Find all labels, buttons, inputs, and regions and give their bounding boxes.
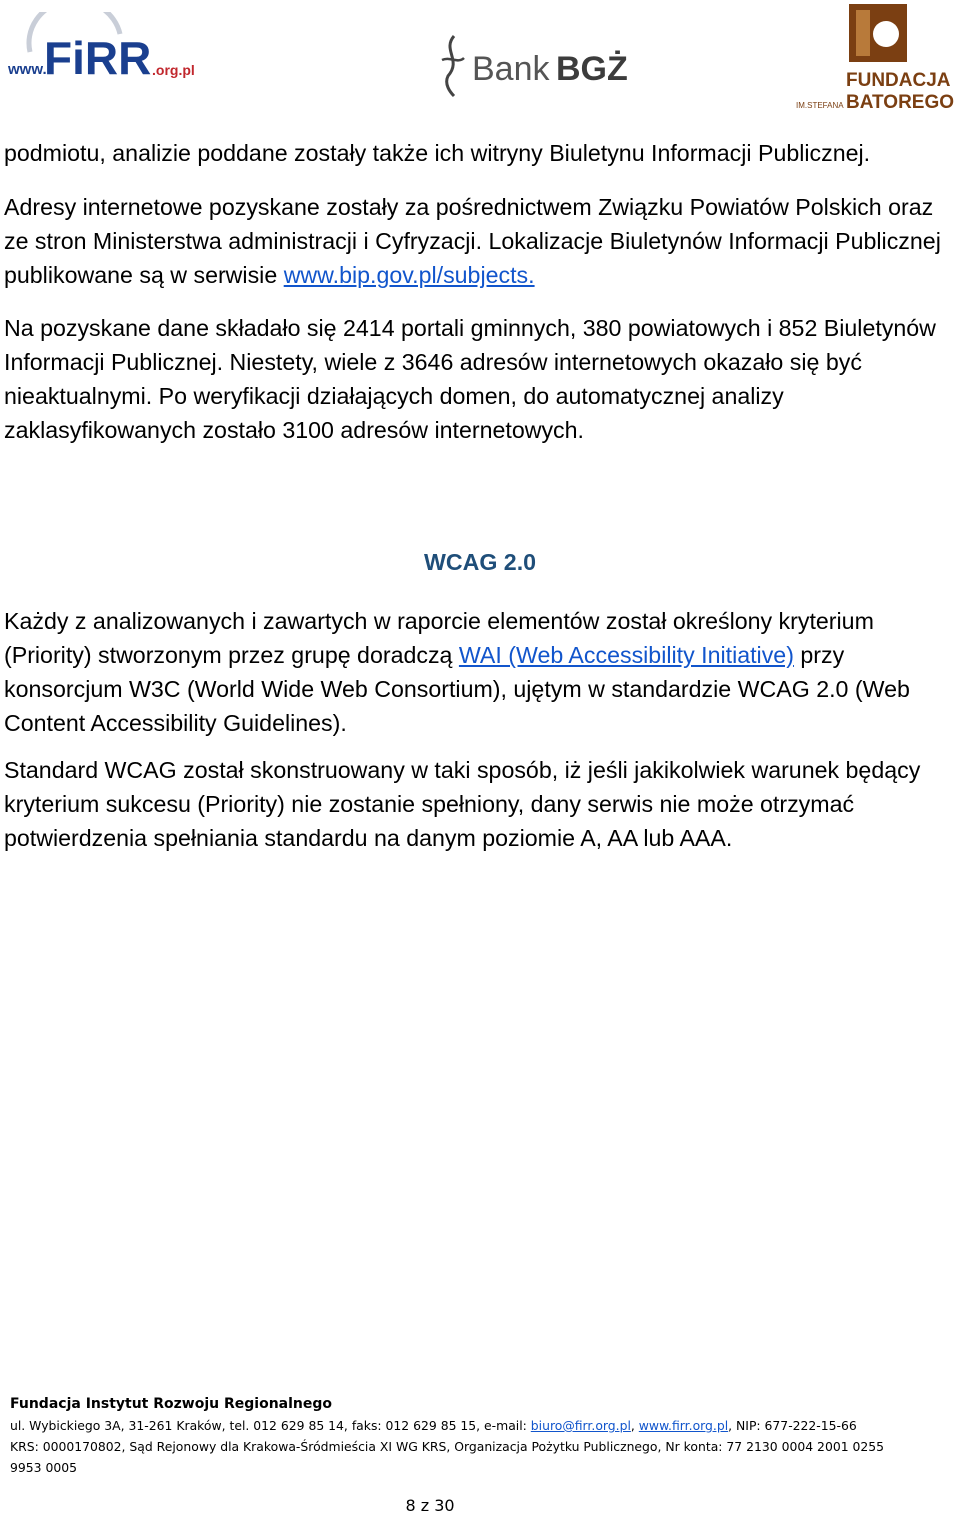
paragraph-4-after: przy konsorcjum W3C (World Wide Web Consortium), ujętym w standardzie WCAG 2.0 (Web Content Accessibility Guidelines).	[4, 642, 910, 736]
firr-logo	[0, 12, 200, 86]
footer-krs-continued: 9953 0005	[10, 1460, 78, 1475]
paragraph-2-text: Adresy internetowe pozyskane zostały za pośrednictwem Związku Powiatów Polskich oraz ze stron Ministerstwa administracji i Cyfryzacji. Lokalizacje Biuletynów Informacji Publicznej publikowane są w serwisie	[4, 194, 941, 288]
batory-logo-prefix: IM.STEFANA	[796, 101, 844, 110]
bip-link[interactable]: www.bip.gov.pl/subjects.	[283, 262, 535, 288]
firr-logo-name: FiRR	[44, 32, 152, 84]
firr-logo-suffix: .org.pl	[152, 62, 195, 78]
document-body	[4, 136, 949, 447]
fundacja-batorego-logo	[790, 0, 960, 118]
footer-website-link[interactable]: www.firr.org.pl	[638, 1418, 729, 1433]
batory-logo-line1: FUNDACJA	[846, 70, 951, 91]
paragraph-3: Na pozyskane dane składało się 2414 portali gminnych, 380 powiatowych i 852 Biuletynów Informacji Publicznej. Niestety, wiele z 3646 adresów internetowych okazało się być nieaktualnymi. Po weryfikacji działających domen, do automatycznej analizy zaklasyfikowanych zostało 3100 adresów internetowych.	[4, 315, 936, 443]
document-body-section	[4, 604, 949, 855]
footer-nip: , NIP: 677-222-15-66	[728, 1418, 857, 1433]
paragraph-2	[4, 190, 949, 292]
footer-org-name: Fundacja Instytut Rozwoju Regionalnego	[10, 1396, 333, 1412]
page-footer	[10, 1393, 955, 1478]
footer-address	[10, 1415, 955, 1436]
footer-separator: ,	[630, 1418, 639, 1433]
section-heading: WCAG 2.0	[423, 549, 537, 575]
bgz-logo-name: BGŻ	[556, 50, 628, 88]
footer-krs: KRS: 0000170802, Sąd Rejonowy dla Krakowa-Śródmieścia XI WG KRS, Organizacja Pożytku Publicznego, Nr konta: 77 2130 0004 2001 0255	[10, 1439, 885, 1454]
paragraph-1: podmiotu, analizie poddane zostały także ich witryny Biuletynu Informacji Publicznej.	[4, 140, 871, 166]
paragraph-5: Standard WCAG został skonstruowany w taki sposób, iż jeśli jakikolwiek warunek będący kryterium sukcesu (Priority) nie zostanie spełniony, dany serwis nie może otrzymać potwierdzenia spełniania standardu na danym poziomie A, AA lub AAA.	[4, 757, 921, 851]
page-number: 8 z 30	[405, 1496, 455, 1515]
wai-link[interactable]: WAI (Web Accessibility Initiative)	[458, 642, 794, 668]
bank-bgz-logo	[432, 30, 642, 100]
footer-address-text: ul. Wybickiego 3A, 31-261 Kraków, tel. 012 629 85 14, faks: 012 629 85 15, e-mail:	[10, 1418, 531, 1433]
batory-logo-line2: BATOREGO	[846, 92, 955, 113]
paragraph-4	[4, 604, 949, 740]
bgz-logo-bank: Bank	[472, 50, 550, 88]
footer-email-link[interactable]: biuro@firr.org.pl	[530, 1418, 631, 1433]
firr-logo-prefix: www.	[8, 61, 47, 78]
paragraph-4-before: Każdy z analizowanych i zawartych w raporcie elementów został określony kryterium (Priority) stworzonym przez grupę doradczą	[4, 608, 874, 668]
